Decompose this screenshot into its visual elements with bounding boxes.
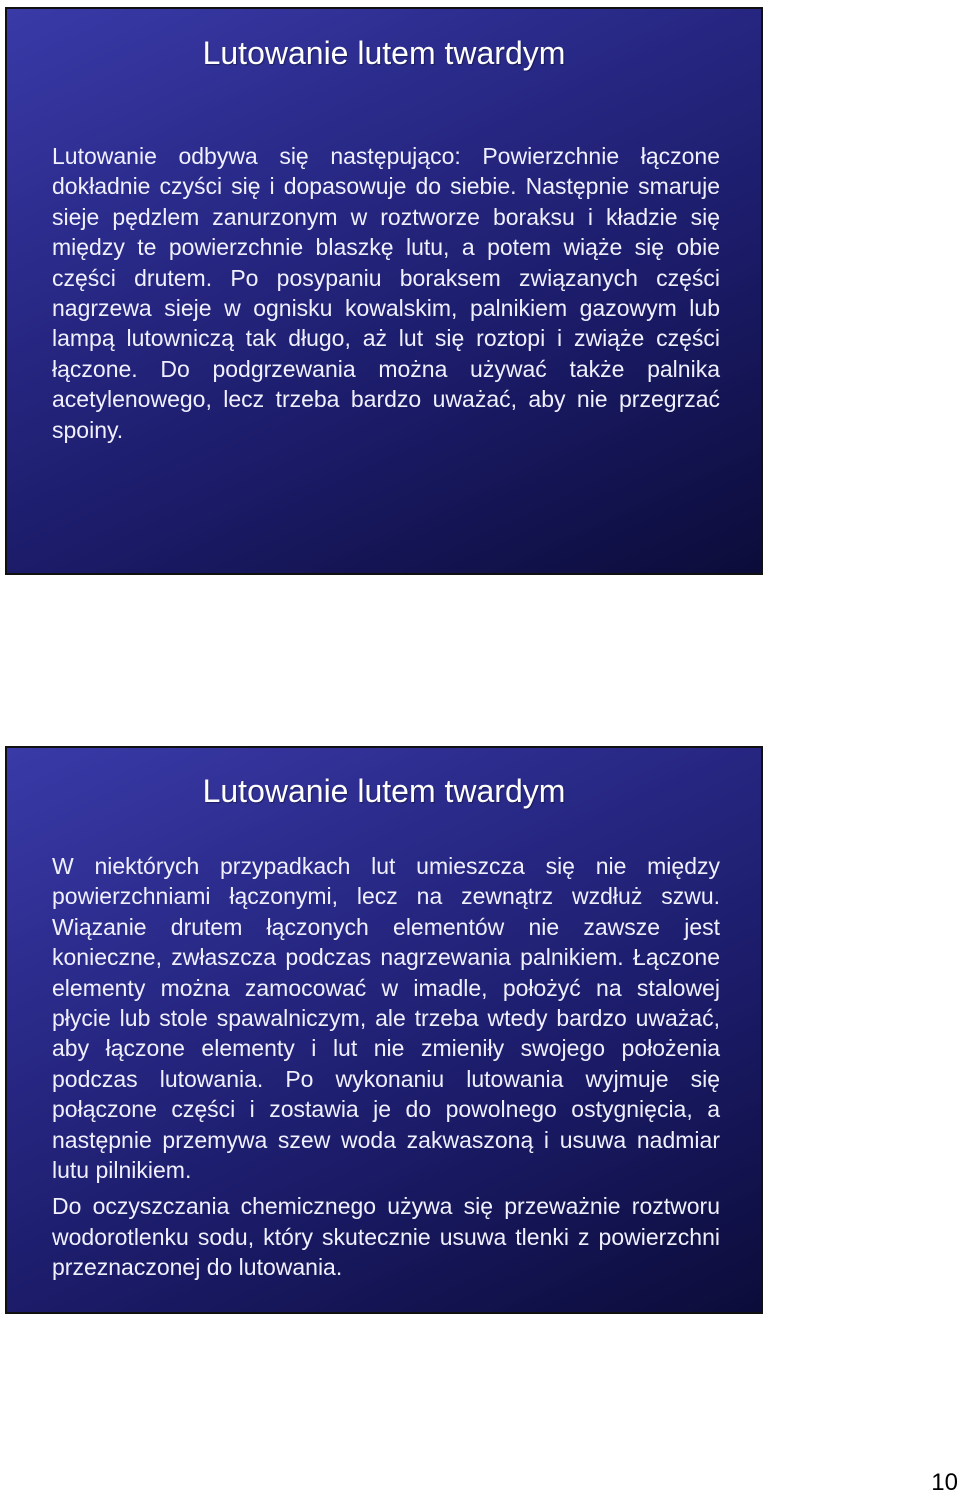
slide-title: Lutowanie lutem twardym [202,773,566,809]
slide-body [52,141,720,445]
slide-paragraph: Do oczyszczania chemicznego używa się przeważnie roztworu wodorotlenku sodu, który skutecznie usuwa tlenki z powierzchni przeznaczonej do lutowania. [52,1193,720,1281]
slide-2 [5,746,763,1314]
slide-paragraph: Lutowanie odbywa się następująco: Powierzchnie łączone dokładnie czyści się i dopasowuje do siebie. Następnie smaruje sieje pędzlem zanurzonym w roztworze boraksu i kładzie się między te powierzchnie blaszkę lutu, a potem wiąże się obie części drutem. Po posypaniu boraksem związanych części nagrzewa sieje w ognisku kowalskim, palnikiem gazowym lub lampą lutowniczą tak długo, aż lut się roztopi i zwiąże części łączone. Do podgrzewania można używać także palnika acetylenowego, lecz trzeba bardzo uważać, aby nie przegrzać spoiny. [52,143,720,443]
slide-1 [5,7,763,575]
slide-paragraph: W niektórych przypadkach lut umieszcza się nie między powierzchniami łączonymi, lecz na zewnątrz wzdłuż szwu. Wiązanie drutem łączonych elementów nie zawsze jest konieczne, zwłaszcza podczas nagrzewania palnikiem. Łączone elementy można zamocować w imadle, położyć na stalowej płycie lub stole spawalniczym, ale trzeba wtedy bardzo uważać, aby łączone elementy i lut nie zmieniły swojego położenia podczas lutowania. Po wykonaniu lutowania wyjmuje się połączone części i zostawia je do powolnego ostygnięcia, a następnie przemywa szew woda zakwaszoną i usuwa nadmiar lutu pilnikiem. [52,853,720,1184]
slide-body [52,851,720,1283]
slide-title: Lutowanie lutem twardym [202,35,566,71]
page-number: 10 [931,1469,958,1496]
